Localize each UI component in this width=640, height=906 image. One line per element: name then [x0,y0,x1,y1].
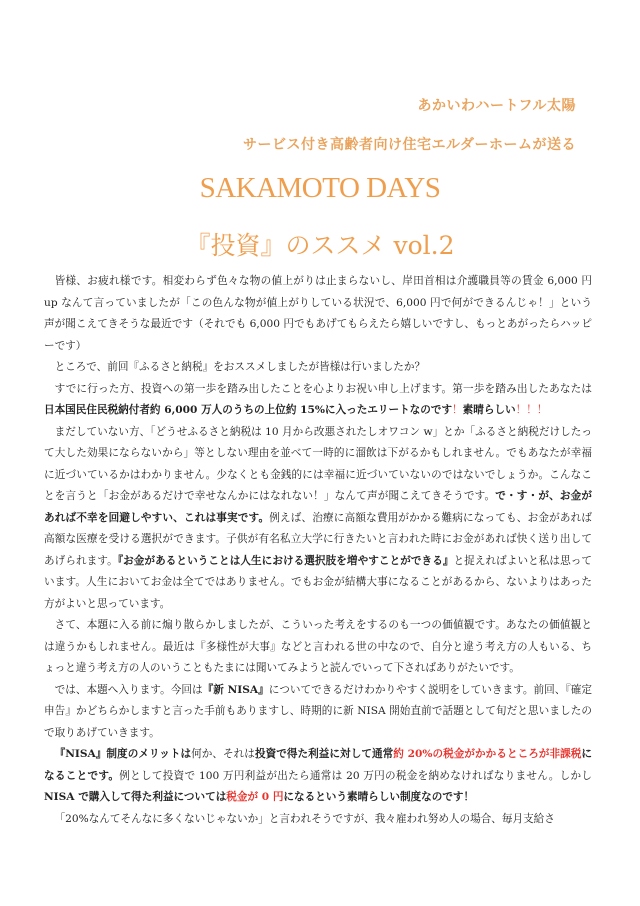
article-paragraph [44,379,592,422]
text-run: まだしていない方、「どうせふるさと納税は 10 月から改悪されたしオワコン w」とか「ふるさと納税だけしたって大した効果にならないから」等としない理由を並べて一時的に溜飲は下がるかもしれません。でもあなたが幸福に近づいているかはわかりません。少なくとも金銭的には幸福に近づいていないのではないでしょうか。こんなことを言うと「お金があるだけで幸せなんかにはなれない！」なんて声が聞こえてきそうです。 [44,425,592,502]
article-title: 『投資』のススメ vol.2 [185,231,455,260]
text-run: 日本国民住民税納付者約 6,000 万人のうちの上位約 15%に入ったエリートなのです [44,404,453,416]
text-run: になるという素晴らしい制度なのです！ [283,791,475,803]
text-run: 何か、それは [191,748,255,760]
text-run: についてできるだけわかりやすく説明をしていきます。前回、『確定申告』かどちらかしますと言った手前もありますし、時期的に新 NISA 開始直前で話題として旬だと思いましたので取りあげていきます。 [44,683,593,739]
header-tagline: サービス付き高齢者向け住宅エルダーホームが送る [243,137,576,153]
article-paragraph [44,744,592,809]
text-run: ！ [452,404,463,416]
text-run: 『お金があるということは人生における選択肢を増やすことができる』 [117,554,454,567]
text-run: 約 20%の税金がかかるところが非課税 [393,748,582,760]
text-run: 素晴らしい [462,404,516,416]
text-run: では、本題へ入ります。今回は [54,683,203,696]
text-run: で・す・が、お金があれば不幸を回避しやすい、これは事実です。 [44,490,592,524]
text-run: 『新 NISA』 [202,683,269,696]
text-run: 『NISA』制度のメリットは [54,748,192,760]
text-run: ！！！ [515,404,548,416]
text-run: 投資で得た利益に対して通常 [254,748,394,760]
article-paragraph [44,809,592,831]
text-run: さて、本題に入る前に煽り散らかしましたが、こういった考えをするのも一つの価値観です。あなたの価値観とは違うかもしれません。最近は『多様性が大事』などと言われる世の中なので、自分と違う考え方の人もいる、ちょっと違う考え方の人のいうこともたまには聞いてみようと読んでいって下さればありがたいです。 [44,619,592,674]
text-run: ところで、前回『ふるさと納税』をおススメしましたが皆様は行いましたか？ [54,361,426,373]
text-run: すでに行った方、投資への第一歩を踏み出したことを心よりお祝い申し上げます。第一歩を踏み出したあなたは [54,382,592,395]
article-paragraph [44,422,592,616]
article-paragraph [44,271,592,357]
text-run: 税金が 0 円 [226,791,284,803]
article-paragraph [44,357,592,379]
text-run: と捉えればよいと私は思っています。人生においてお金は全てではありません。でもお金が結構大事になることがあるから、ないよりはあった方がよいと思っています。 [44,554,593,610]
article-body [44,271,592,830]
text-run: 「20%なんてそんなに多くないじゃないか」と言われそうですが、我々雇われ努め人の場合、毎月支給さ [54,812,555,825]
text-run: 例として投資で 100 万円利益が出たら通常は 20 万円の税金を納めなければなりません。しかし [119,769,592,782]
header-org-name: あかいわハートフル太陽 [417,98,576,114]
text-run: 例えば、治療に高額な費用がかかる難病になっても、お金があれば高額な医療を受ける選択ができます。子供が有名私立大学に行きたいと言われた時にお金があれば快く送り出してあげられます。 [44,511,592,567]
text-run: になることです。 [44,748,593,782]
newsletter-title: SAKAMOTO DAYS [199,172,441,204]
text-run: 皆様、お疲れ様です。相変わらず色々な物の値上がりは止まらないし、岸田首相は介護職員等の賃金 6,000 円 up なんて言っていましたが「この色んな物が値上がりしている状況で、6,000 円で何ができるんじゃ！」という声が聞こえてきそうな最近です（それでも 6,000 円でもあげてもらえたら嬉しいですし、もっとあがったらハッピーです） [44,275,592,352]
article-paragraph [44,680,592,745]
article-paragraph [44,615,592,680]
text-run: NISA で購入して得た利益については [44,791,227,803]
